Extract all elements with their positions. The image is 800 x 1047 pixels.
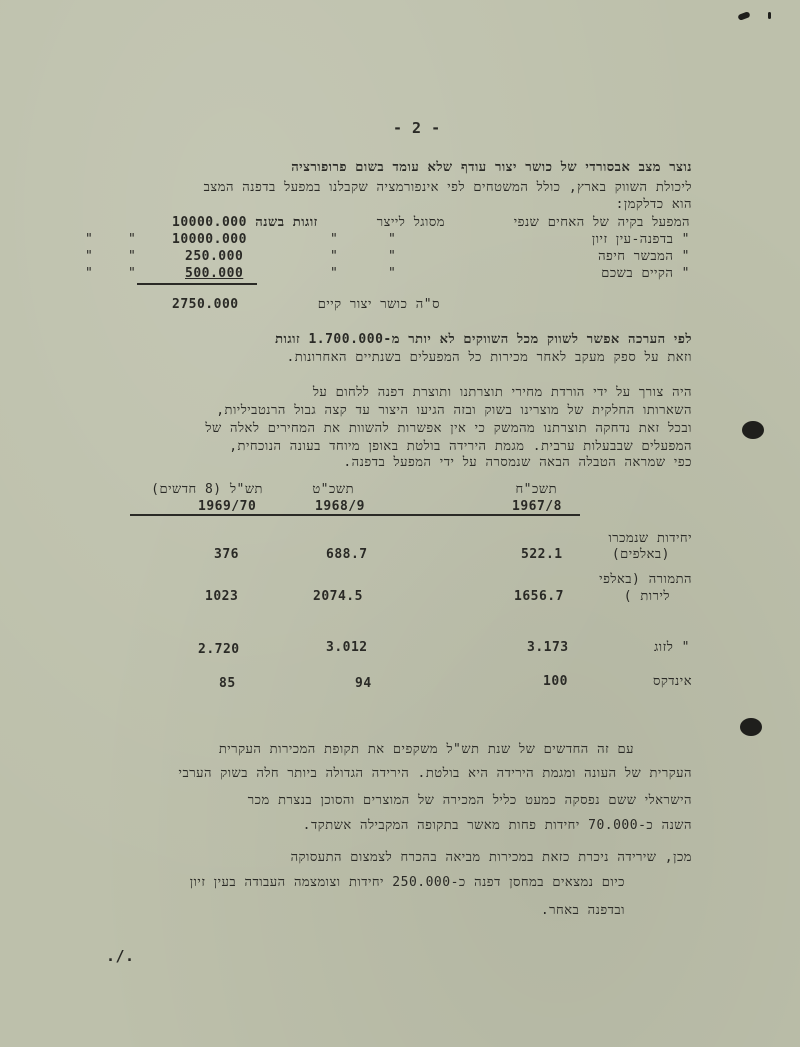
row-label-sub: (באלפים) [611, 547, 670, 562]
table-header-rule [130, 514, 580, 516]
page-number: - 2 - [393, 119, 441, 137]
paragraph-4-line-2: כיום נמצאים במחסן דפנה כ-250.000 יחידות וצומצמה העבודה בעין זיון [189, 875, 625, 890]
col-head-year: תש"ל (8 חדשים) [151, 482, 263, 497]
sum-line [137, 283, 257, 285]
paragraph-3-line-3: הישראלי ששם נפסקה כמעט כליל המכירה של המוצרים והסוכן בנצרת מכר [247, 793, 692, 808]
intro-line-3: הוא כדלקמן: [615, 197, 692, 212]
ink-mark [737, 11, 750, 21]
cell-1968: 2074.5 [313, 589, 363, 604]
paragraph-3-line-1: עם זה החדשים של שנת תש"ל משקפים את תקופת המכירות העקרית [218, 742, 634, 757]
col-head-period: 1967/8 [512, 499, 562, 514]
col-head-year: תשכ"ח [515, 482, 557, 497]
capacity-row-label: " בדפנה-עין זיון [591, 232, 690, 247]
cell-1968: 3.012 [326, 640, 368, 655]
col-head-year: תשכ"ט [312, 482, 354, 497]
capacity-total-value: 2750.000 [172, 297, 239, 312]
capacity-row-label: " הקיים בשכם [601, 266, 690, 281]
cell-1968: 688.7 [326, 547, 368, 562]
ink-mark [768, 12, 771, 19]
cell-1969: 2.720 [198, 642, 240, 657]
cell-1967: 522.1 [521, 547, 563, 562]
ditto-mark: " [388, 232, 397, 247]
capacity-header-value: 10000.000 זוגות בשנה [172, 215, 318, 230]
ditto-mark: " [330, 232, 339, 247]
col-head-period: 1969/70 [198, 499, 257, 514]
ditto-mark: " [388, 249, 397, 264]
ditto-mark: " [388, 266, 397, 281]
intro-line-2: ליכולת השווק בארץ, כולל המשטחים לפי אינפורמציה שקבלנו במפעל בדפנה המצב [203, 180, 692, 195]
intro-line-1: נוצר מצב אבסורדי של כושר יצור עודף שלא עומד בשום פרופורציה [291, 160, 692, 175]
continuation-mark: ./. [106, 947, 135, 965]
row-label: יחידות שנמכרו [608, 531, 692, 546]
ditto-mark: " [128, 249, 137, 264]
cell-1968: 94 [355, 676, 372, 691]
punch-hole [742, 421, 764, 439]
paragraph-2-line-1: היה צורך על ידי הורדת מחירי תוצרתנו ותוצרת דפנה ללחום על [312, 385, 692, 400]
row-label: התמורה (באלפי [599, 572, 692, 587]
ditto-mark: " [128, 266, 137, 281]
punch-hole [740, 718, 762, 736]
paragraph-4-line-1: מכן, שירידה ניכרת כזאת במכירות מביאה בהכרח לצמצום התעסוקה [290, 850, 692, 865]
capacity-row-value: 10000.000 [172, 232, 247, 247]
paragraph-2-line-4: המפעלים שבבעלות ערבית. מגמת הירידה בולטת באופן מיוחד בעונה הנוכחית, [229, 439, 692, 454]
capacity-row-label: " המבשר חיפה [598, 249, 690, 264]
ditto-mark: " [330, 249, 339, 264]
row-label: אינדקס [652, 674, 692, 689]
cell-1967: 1656.7 [514, 589, 564, 604]
capacity-row-value: 500.000 [185, 266, 244, 281]
row-label: " לזוג [654, 640, 690, 655]
row-label-sub: לירות ) [623, 589, 670, 604]
capacity-header-label: המפעל בקיה של האחים שנפי [513, 215, 690, 230]
ditto-mark: " [85, 232, 94, 247]
paragraph-2-line-2: השארותו החלקית של מוצרינו בשוק ובזה הגיעו היצור עד קצה גבול הרנטביליות, [216, 403, 692, 418]
cell-1967: 100 [543, 674, 568, 689]
cell-1967: 3.173 [527, 640, 569, 655]
capacity-header-mid: מסוגל לייצר [376, 215, 445, 230]
assessment-line-1: לפי הערכה אפשר לשווק מכל השווקים לא יותר מ-1.700.000 זוגות [275, 332, 692, 347]
cell-1969: 85 [219, 676, 236, 691]
capacity-row-value: 250.000 [185, 249, 244, 264]
paragraph-2-line-3: ובכל זאת נדחקה תוצרתנו מהמשק כי אין אפשרות להשוות את המחירים לאלה של [205, 421, 692, 436]
paragraph-2-line-5: כפי שמראה הטבלה הבאה שנמסרה על ידי המפעל בדפנה. [343, 455, 692, 470]
col-head-period: 1968/9 [315, 499, 365, 514]
ditto-mark: " [128, 232, 137, 247]
paragraph-3-line-4: השנה כ-70.000 יחידות פחות מאשר בתקופה המקבילה אשתקד. [302, 818, 692, 833]
assessment-line-2: וזאת על ספק מעקב לאחר מכירות כל המפעלים בשנתיים האחרונות. [286, 350, 692, 365]
paragraph-4-line-3: ובדפנה באחר. [540, 903, 625, 918]
ditto-mark: " [85, 249, 94, 264]
capacity-total-label: ס"ה כושר יצור קיים [317, 297, 440, 312]
paragraph-3-line-2: העקרית של העונה ומגמת הירידה היא בולטת. הירידה הגדולה ביותר חלה בשוק הערבי [178, 766, 692, 781]
cell-1969: 376 [214, 547, 239, 562]
ditto-mark: " [85, 266, 94, 281]
cell-1969: 1023 [205, 589, 239, 604]
ditto-mark: " [330, 266, 339, 281]
